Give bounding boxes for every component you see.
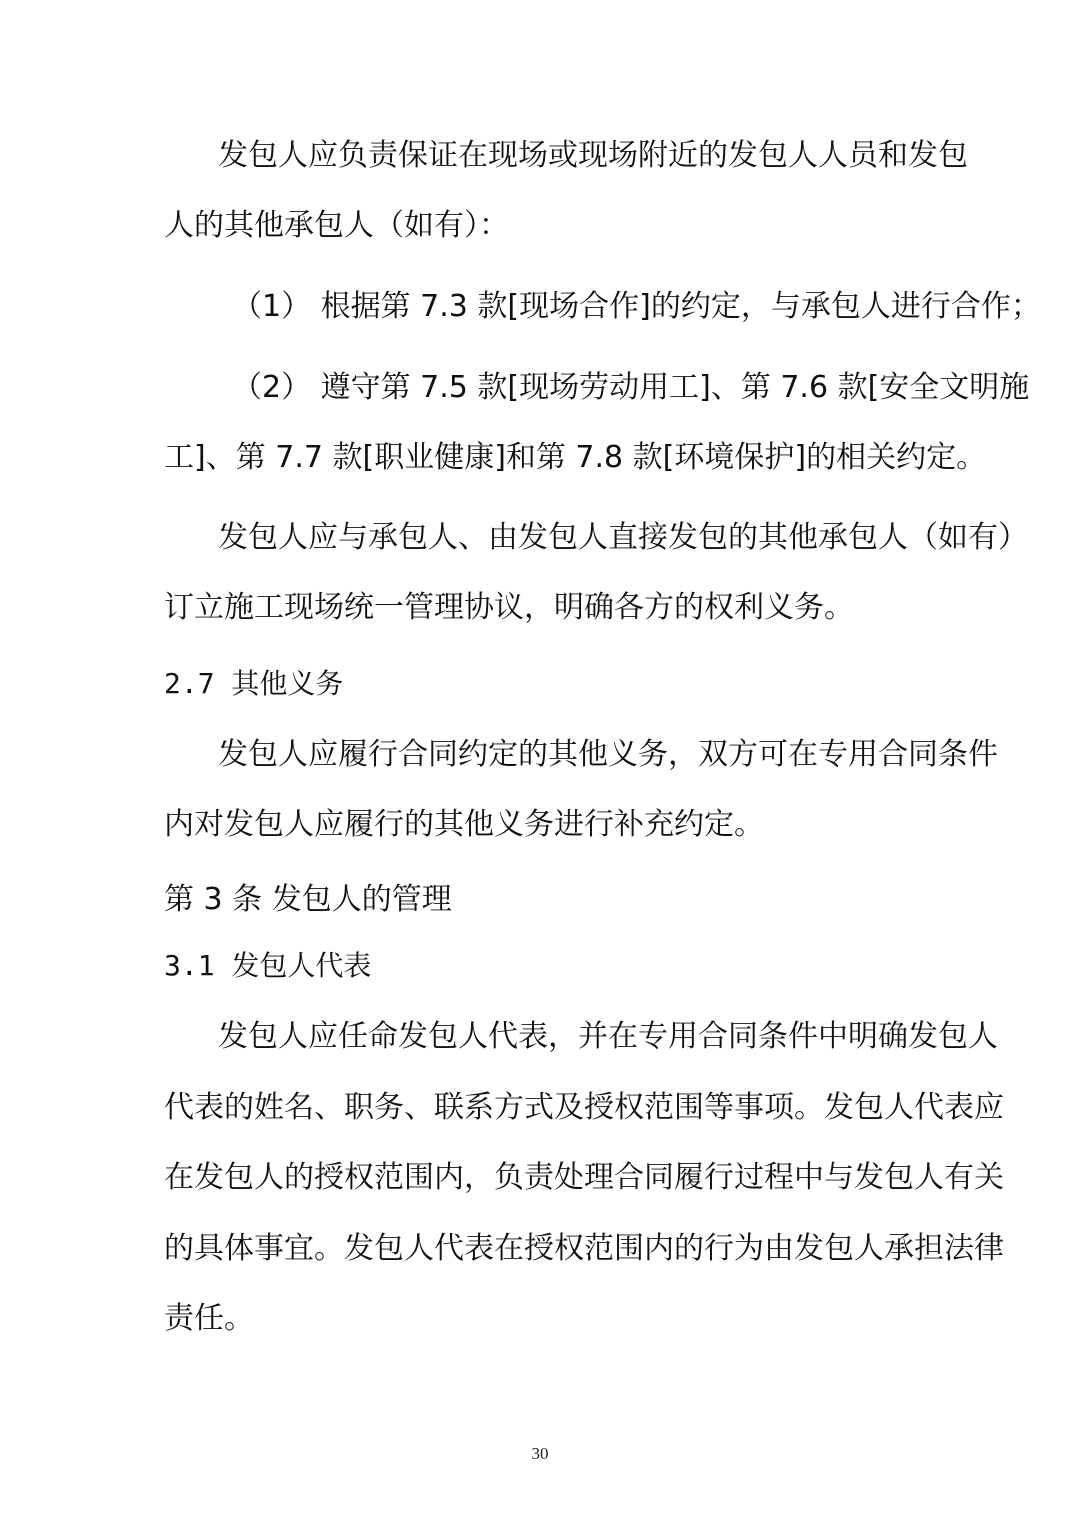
paragraph-line: 的具体事宜。发包人代表在授权范围内的行为由发包人承担法律: [164, 1231, 1004, 1266]
list-item-line: （1） 根据第 7.3 款[现场合作]的约定，与承包人进行合作；: [232, 289, 1041, 324]
paragraph-line: 人的其他承包人（如有）：: [164, 208, 509, 243]
list-item-line: （2） 遵守第 7.5 款[现场劳动用工]、第 7.6 款[安全文明施: [232, 370, 1030, 405]
section-heading: 3.1 发包人代表: [164, 949, 372, 982]
article-heading: 第 3 条 发包人的管理: [164, 882, 452, 917]
page-number: 30: [531, 1444, 549, 1463]
paragraph-line: 发包人应履行合同约定的其他义务，双方可在专用合同条件: [218, 737, 998, 772]
paragraph-line: 发包人应任命发包人代表，并在专用合同条件中明确发包人: [218, 1019, 998, 1054]
paragraph-line: 代表的姓名、职务、联系方式及授权范围等事项。发包人代表应: [164, 1090, 1004, 1125]
list-item-line: 工]、第 7.7 款[职业健康]和第 7.8 款[环境保护]的相关约定。: [164, 440, 987, 475]
paragraph-line: 订立施工现场统一管理协议，明确各方的权利义务。: [164, 590, 854, 625]
paragraph-line: 内对发包人应履行的其他义务进行补充约定。: [164, 807, 764, 842]
paragraph-line: 发包人应与承包人、由发包人直接发包的其他承包人（如有）: [218, 520, 1028, 555]
section-heading: 2.7 其他义务: [164, 667, 344, 700]
paragraph-line: 发包人应负责保证在现场或现场附近的发包人人员和发包: [218, 138, 968, 173]
paragraph-line: 在发包人的授权范围内，负责处理合同履行过程中与发包人有关: [164, 1160, 1004, 1195]
paragraph-line: 责任。: [164, 1301, 254, 1336]
